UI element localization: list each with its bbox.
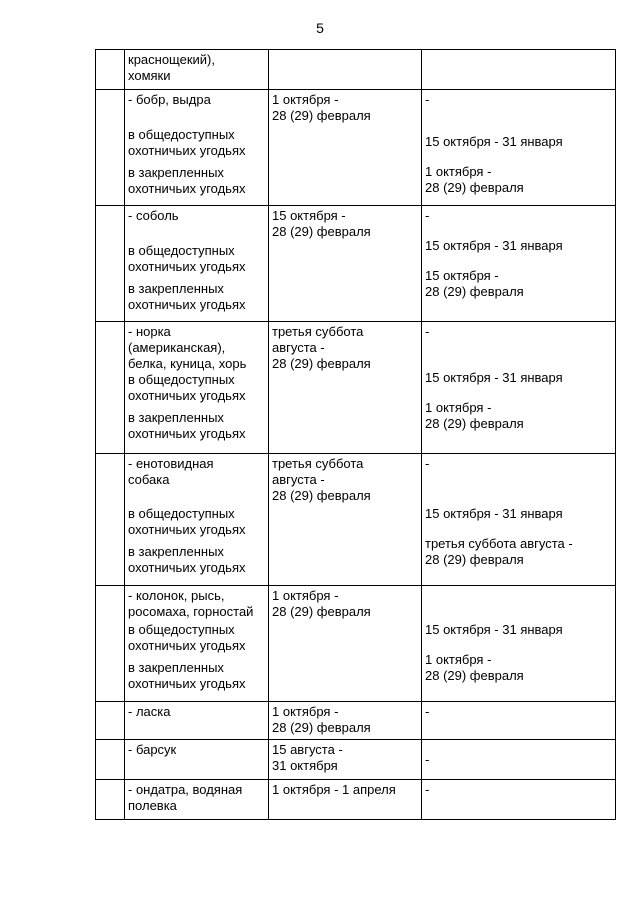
row-number-cell (96, 50, 125, 90)
general-period: 1 октября - 1 апреля (272, 782, 396, 797)
species-cell (125, 322, 269, 454)
row-number-cell (96, 90, 125, 206)
public-grounds-label: в общедоступных охотничьих угодьях (128, 243, 246, 274)
dash-mark (425, 588, 612, 604)
row-number-cell (96, 322, 125, 454)
species-cell (125, 740, 269, 780)
assigned-grounds-period: третья суббота августа - 28 (29) февраля (425, 536, 573, 567)
table-row (96, 780, 616, 820)
table-row (96, 740, 616, 780)
general-period: 1 октября - 28 (29) февраля (272, 92, 371, 123)
table-row (96, 90, 616, 206)
public-grounds-period: 15 октября - 31 января (425, 622, 563, 637)
general-period: 1 октября - 28 (29) февраля (272, 704, 371, 735)
general-period-cell (269, 90, 422, 206)
species-cell (125, 90, 269, 206)
species-cell (125, 206, 269, 322)
table-row (96, 702, 616, 740)
assigned-grounds-label: в закрепленных охотничьих угодьях (128, 660, 246, 691)
assigned-grounds-label: в закрепленных охотничьих угодьях (128, 281, 246, 312)
specific-period-cell (422, 322, 616, 454)
general-period-cell (269, 50, 422, 90)
general-period-cell (269, 780, 422, 820)
public-grounds-label: в общедоступных охотничьих угодьях (128, 372, 246, 403)
species-cell (125, 780, 269, 820)
public-grounds-period: 15 октября - 31 января (425, 134, 563, 149)
species-name: - колонок, рысь, росомаха, горностай (128, 588, 254, 619)
general-period: 15 октября - 28 (29) февраля (272, 208, 371, 239)
row-number-cell (96, 702, 125, 740)
species-name: - енотовидная собака (128, 456, 214, 487)
assigned-grounds-label: в закрепленных охотничьих угодьях (128, 544, 246, 575)
specific-period-cell (422, 780, 616, 820)
general-period: третья суббота августа - 28 (29) февраля (272, 456, 371, 503)
public-grounds-label: в общедоступных охотничьих угодьях (128, 127, 246, 158)
dash-mark: - (425, 752, 430, 767)
species-cell (125, 50, 269, 90)
general-period-cell (269, 206, 422, 322)
species-name: - бобр, выдра (128, 92, 211, 107)
general-period-cell (269, 454, 422, 586)
species-cell (125, 454, 269, 586)
general-period: 1 октября - 28 (29) февраля (272, 588, 371, 619)
assigned-grounds-period: 1 октября - 28 (29) февраля (425, 400, 524, 431)
dash-mark: - (425, 92, 430, 107)
general-period-cell (269, 702, 422, 740)
species-name: - ласка (128, 704, 171, 719)
specific-period-cell (422, 454, 616, 586)
row-number-cell (96, 206, 125, 322)
assigned-grounds-period: 15 октября - 28 (29) февраля (425, 268, 524, 299)
public-grounds-label: в общедоступных охотничьих угодьях (128, 506, 246, 537)
public-grounds-period: 15 октября - 31 января (425, 370, 563, 385)
specific-period-cell (422, 586, 616, 702)
assigned-grounds-label: в закрепленных охотничьих угодьях (128, 165, 246, 196)
specific-period-cell (422, 50, 616, 90)
general-period: 15 августа - 31 октября (272, 742, 343, 773)
species-name: - барсук (128, 742, 177, 757)
assigned-grounds-period: 1 октября - 28 (29) февраля (425, 164, 524, 195)
dash-mark: - (425, 456, 430, 471)
dash-mark: - (425, 704, 430, 719)
dash-mark: - (425, 782, 430, 797)
species-name: краснощекий), хомяки (128, 52, 215, 83)
specific-period-cell (422, 702, 616, 740)
page-number: 5 (316, 20, 324, 36)
general-period-cell (269, 322, 422, 454)
specific-period-cell (422, 90, 616, 206)
species-cell (125, 586, 269, 702)
assigned-grounds-label: в закрепленных охотничьих угодьях (128, 410, 246, 441)
dash-mark: - (425, 324, 430, 339)
public-grounds-period: 15 октября - 31 января (425, 238, 563, 253)
table-row (96, 206, 616, 322)
table-row (96, 454, 616, 586)
row-number-cell (96, 586, 125, 702)
table-row (96, 586, 616, 702)
dash-mark: - (425, 208, 430, 223)
row-number-cell (96, 454, 125, 586)
table-row (96, 322, 616, 454)
specific-period-cell (422, 206, 616, 322)
species-cell (125, 702, 269, 740)
species-name: - ондатра, водяная полевка (128, 782, 243, 813)
species-name: - норка (американская), белка, куница, хорь (128, 324, 247, 371)
specific-period-cell (422, 740, 616, 780)
species-name: - соболь (128, 208, 179, 223)
row-number-cell (96, 780, 125, 820)
public-grounds-label: в общедоступных охотничьих угодьях (128, 622, 246, 653)
table-row (96, 50, 616, 90)
general-period-cell (269, 586, 422, 702)
public-grounds-period: 15 октября - 31 января (425, 506, 563, 521)
general-period-cell (269, 740, 422, 780)
row-number-cell (96, 740, 125, 780)
hunting-periods-table (95, 49, 616, 820)
general-period: третья суббота августа - 28 (29) февраля (272, 324, 371, 371)
assigned-grounds-period: 1 октября - 28 (29) февраля (425, 652, 524, 683)
